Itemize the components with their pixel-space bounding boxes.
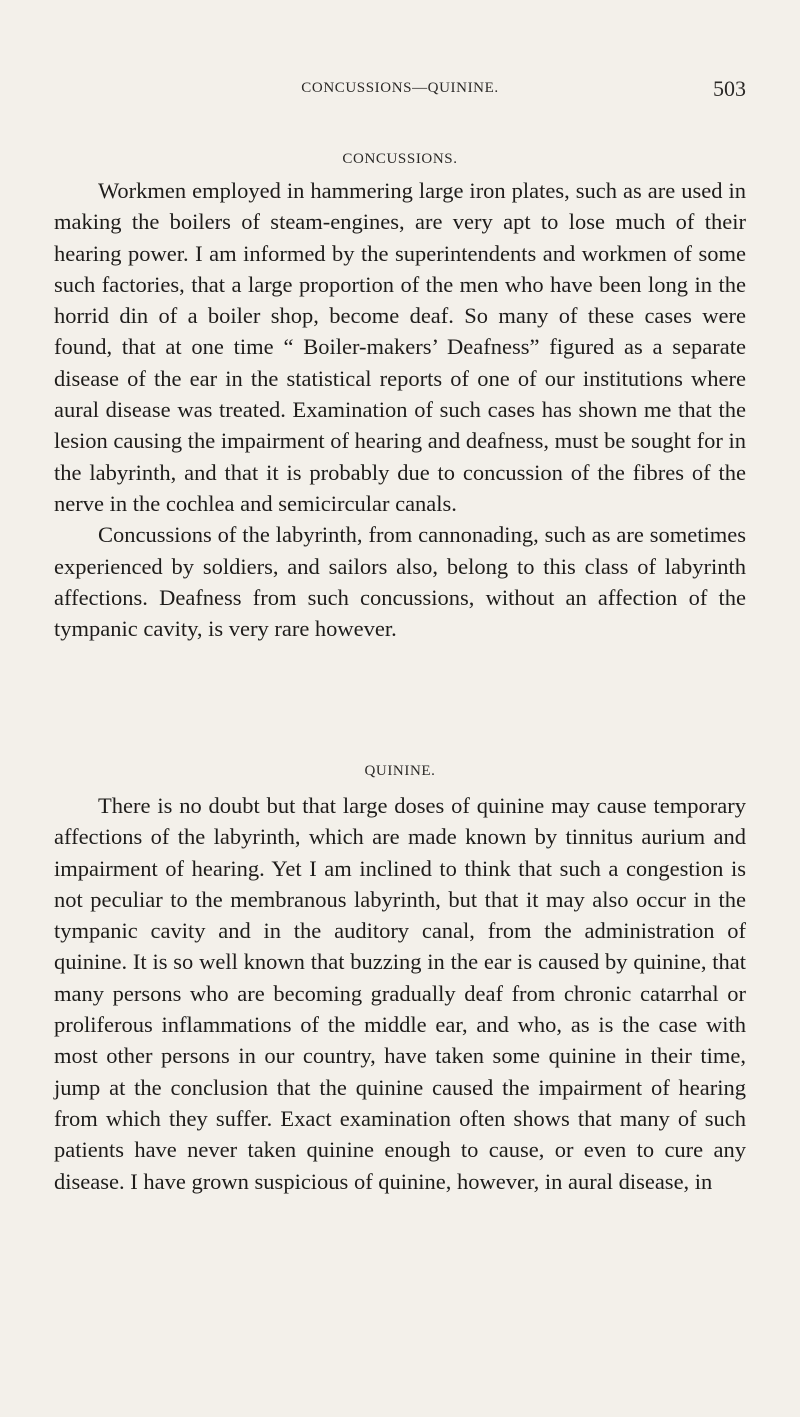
running-title: CONCUSSIONS—QUININE. bbox=[301, 80, 499, 96]
section-heading-quinine: QUININE. bbox=[364, 763, 436, 779]
paragraph: Workmen employed in hammering large iron plates, such as are used in making the boilers of steam-engines, are very apt to lose much of their hearing power. I am informed by the superintendents and workmen of some such factories, that a large proportion of the men who have been long in the horrid din of a boiler shop, become deaf. So many of these cases were found, that at one time “ Boiler-makers’ Deafness” figured as a separate disease of the ear in the statistical reports of one of our institutions where aural disease was treated. Examination of such cases has shown me that the lesion causing the impairment of hearing and deafness, must be sought for in the labyrinth, and that it is probably due to concussion of the fibres of the nerve in the cochlea and semicircular canals. bbox=[54, 178, 746, 516]
paragraph: Concussions of the labyrinth, from cannonading, such as are sometimes experienced by soldiers, and sailors also, belong to this class of labyrinth affections. Deafness from such concussions, without an affection of the tympanic cavity, is very rare however. bbox=[54, 522, 746, 642]
running-head bbox=[54, 78, 746, 104]
paragraph: There is no doubt but that large doses of quinine may cause temporary affections of the labyrinth, which are made known by tinnitus aurium and impairment of hearing. Yet I am inclined to think that such a congestion is not peculiar to the membranous labyrinth, but that it may also occur in the tympanic cavity and in the auditory canal, from the administration of quinine. It is so well known that buzzing in the ear is caused by quinine, that many persons who are becoming gradually deaf from chronic catarrhal or proliferous inflammations of the middle ear, and who, as is the case with most other persons in our country, have taken some quinine in their time, jump at the conclusion that the quinine caused the impairment of hearing from which they suffer. Exact examination often shows that many of such patients have never taken quinine enough to cause, or even to cure any disease. I have grown suspicious of quinine, however, in aural disease, in bbox=[54, 793, 746, 1194]
section-body-quinine bbox=[54, 790, 746, 1197]
section-heading-concussions: CONCUSSIONS. bbox=[342, 151, 458, 167]
section-body-concussions bbox=[54, 175, 746, 644]
page-number: 503 bbox=[713, 76, 746, 101]
